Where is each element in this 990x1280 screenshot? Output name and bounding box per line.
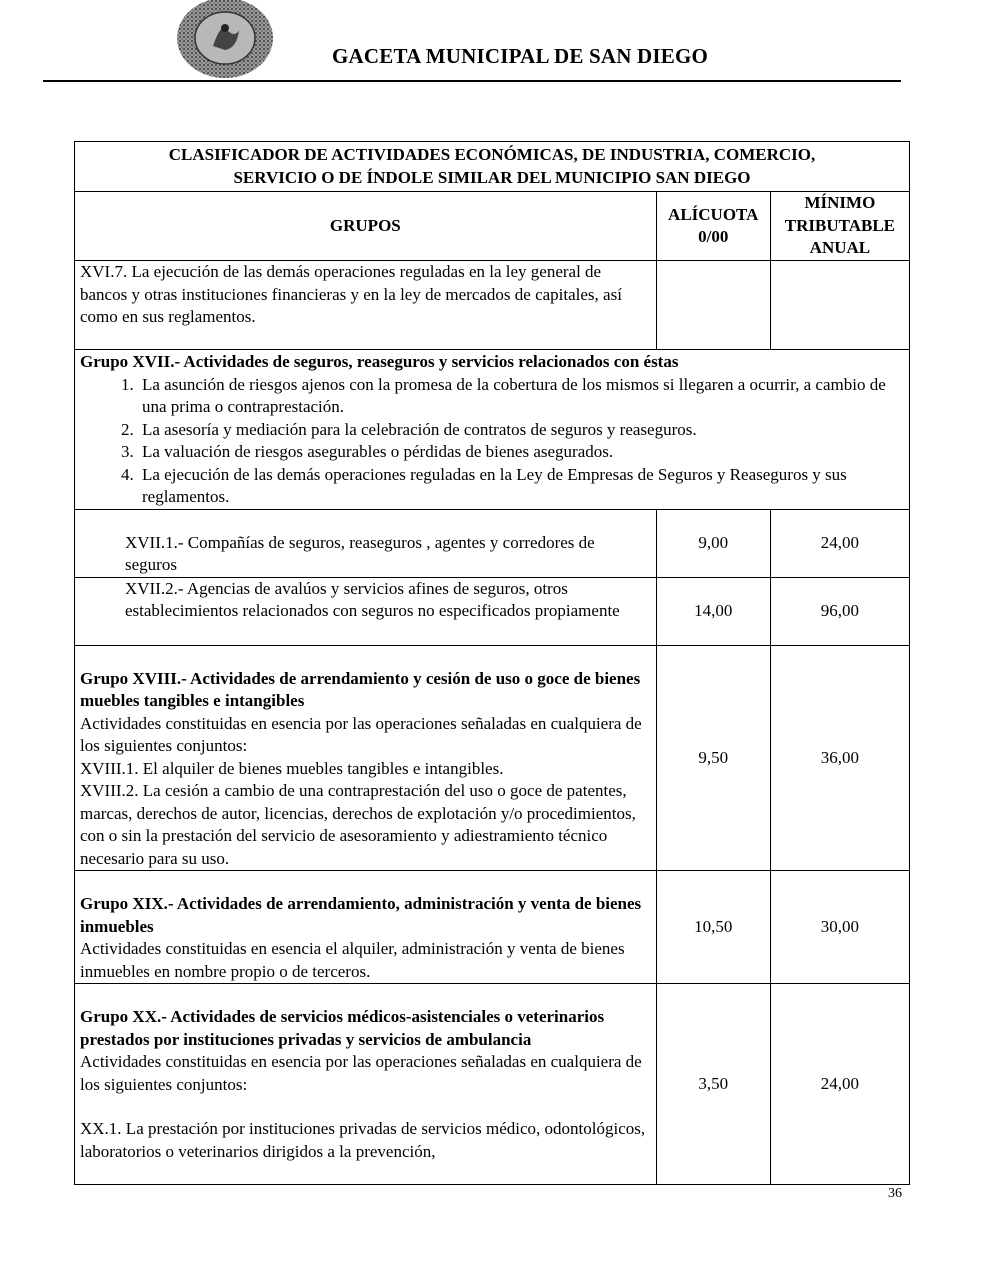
group-xviii-alicuota: 9,50 <box>656 645 770 871</box>
group-xix-alicuota: 10,50 <box>656 871 770 984</box>
row-xvii1-alicuota: 9,00 <box>656 509 770 577</box>
group-xvii-item-1: 1. La asunción de riesgos ajenos con la promesa de la cobertura de los mismos si llegaren a ocurrir, a cambio de una prima o contraprestación. <box>138 374 904 419</box>
column-header-minimo <box>770 192 909 261</box>
row-xvi7-alicuota <box>656 261 770 350</box>
group-xviii-item-2: XVIII.2. La cesión a cambio de una contraprestación del uso o goce de patentes, marcas, derechos de autor, licencias, derechos de explotación y/o procedimientos, con o sin la prestación del servicio de asesoramiento y adiestramiento técnico necesario para su uso. <box>80 781 636 868</box>
group-xix-minimo: 30,00 <box>770 871 909 984</box>
row-xvii2-minimo: 96,00 <box>770 577 909 645</box>
group-xx-minimo: 24,00 <box>770 984 909 1185</box>
group-xviii-minimo: 36,00 <box>770 645 909 871</box>
group-xx-title: Grupo XX.- Actividades de servicios médicos-asistenciales o veterinarios prestados por instituciones privadas y servicios de ambulancia <box>80 1007 605 1049</box>
table-title <box>75 142 910 192</box>
alicuota-unit: 0/00 <box>698 227 729 246</box>
group-xix-intro: Actividades constituidas en esencia el alquiler, administración y venta de bienes inmuebles en nombre propio o de terceros. <box>80 939 625 981</box>
minimo-label-3: ANUAL <box>809 238 871 258</box>
group-xvii-item-4: 4. La ejecución de las demás operaciones reguladas en la Ley de Empresas de Seguros y Reaseguros y sus reglamentos. <box>138 464 904 509</box>
page-number: 36 <box>888 1186 902 1201</box>
group-xviii-item-1: XVIII.1. El alquiler de bienes muebles tangibles e intangibles. <box>80 758 504 778</box>
row-xvi7-text: XVI.7. La ejecución de las demás operaciones reguladas en la ley general de bancos y otras instituciones financieras y en la ley de mercados de capitales, así como en sus reglamentos. <box>75 261 657 350</box>
group-xvii-description <box>75 350 910 510</box>
group-xx-item-1: XX.1. La prestación por instituciones privadas de servicios médico, odontológicos, laboratorios o veterinarios dirigidos a la prevención, <box>80 1119 646 1161</box>
group-xvii-item-3: 3. La valuación de riesgos asegurables o pérdidas de bienes asegurados. <box>138 441 904 464</box>
row-xvi7-minimo <box>770 261 909 350</box>
group-xix-description <box>75 871 657 984</box>
group-xx-intro: Actividades constituidas en esencia por las operaciones señaladas en cualquiera de los siguientes conjuntos: <box>80 1052 642 1094</box>
gazette-title: GACETA MUNICIPAL DE SAN DIEGO <box>332 44 709 68</box>
column-header-alicuota <box>656 192 770 261</box>
minimo-label-1: MÍNIMO <box>804 193 876 213</box>
column-header-grupos: GRUPOS <box>75 192 657 261</box>
group-xvii-item-2: 2. La asesoría y mediación para la celebración de contratos de seguros y reaseguros. <box>138 419 904 442</box>
activities-classifier-table <box>74 141 910 1185</box>
group-xx-description <box>75 984 657 1185</box>
group-xvii-list <box>80 374 904 509</box>
row-xvii1-minimo: 24,00 <box>770 509 909 577</box>
row-xvii1-text: XVII.1.- Compañías de seguros, reaseguros , agentes y corredores de seguros <box>75 509 657 577</box>
group-xx-alicuota: 3,50 <box>656 984 770 1185</box>
minimo-label-2: TRIBUTABLE <box>784 215 895 235</box>
row-xvii2-text: XVII.2.- Agencias de avalúos y servicios afines de seguros, otros establecimientos relacionados con seguros no especificados propiamente <box>75 577 657 645</box>
row-xvii2-alicuota: 14,00 <box>656 577 770 645</box>
header-divider <box>43 80 901 82</box>
table-title-line-2: SERVICIO O DE ÍNDOLE SIMILAR DEL MUNICIPIO SAN DIEGO <box>233 167 751 187</box>
table-title-line-1: CLASIFICADOR DE ACTIVIDADES ECONÓMICAS, DE INDUSTRIA, COMERCIO, <box>168 145 816 164</box>
group-xviii-title: Grupo XVIII.- Actividades de arrendamiento y cesión de uso o goce de bienes muebles tangibles e intangibles <box>80 668 641 710</box>
group-xviii-intro: Actividades constituidas en esencia por las operaciones señaladas en cualquiera de los siguientes conjuntos: <box>80 713 642 755</box>
group-xvii-title: Grupo XVII.- Actividades de seguros, reaseguros y servicios relacionados con éstas <box>80 352 679 371</box>
group-xviii-description <box>75 645 657 871</box>
alicuota-label: ALÍCUOTA <box>668 204 759 224</box>
group-xix-title: Grupo XIX.- Actividades de arrendamiento, administración y venta de bienes inmuebles <box>80 894 642 936</box>
municipal-seal-icon <box>175 0 275 82</box>
